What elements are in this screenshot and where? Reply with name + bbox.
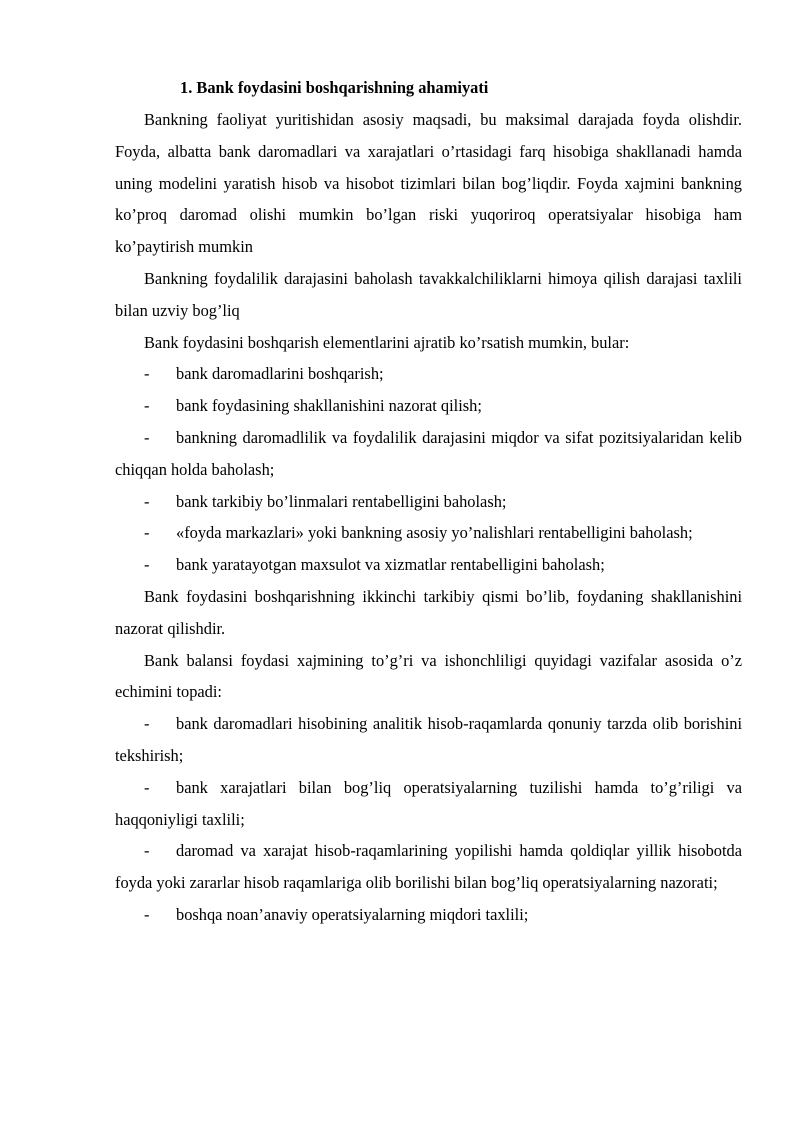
paragraph: Bankning faoliyat yuritishidan asosiy maqsadi, bu maksimal darajada foyda olishdir. Foyda, albatta bank daromadlari va xarajatlari o’rtasidagi farq hisobiga shakllanadi hamda uning modelini yaratish hisob va hisobot tizimlari bilan bog’liqdir. Foyda xajmini bankning ko’proq daromad olishi mumkin bo’lgan riski yuqoriroq operatsiyalar hisobiga ham ko’paytirish mumkin — [115, 110, 742, 257]
list-item-text: bank xarajatlari bilan bog’liq operatsiyalarning tuzilishi hamda to’g’riligi va haqqoniyligi taxlili; — [115, 777, 742, 829]
list-item — [115, 708, 742, 772]
list-dash: - — [144, 396, 150, 416]
list-dash: - — [144, 427, 150, 447]
list-item-text: bank daromadlarini boshqarish; — [176, 364, 384, 384]
list-dash: - — [144, 364, 150, 384]
list-item-text: «foyda markazlari» yoki bankning asosiy yo’nalishlari rentabelligini baholash; — [176, 523, 693, 543]
list-dash: - — [144, 714, 150, 734]
list-item — [115, 486, 742, 518]
list-item — [115, 517, 742, 549]
section-heading: 1. Bank foydasini boshqarishning ahamiyati — [180, 78, 489, 97]
list-item-text: daromad va xarajat hisob-raqamlarining yopilishi hamda qoldiqlar yillik hisobotda foyda yoki zararlar hisob raqamlariga olib borilishi bilan bog’liq operatsiyalarning nazorati; — [115, 841, 742, 893]
list-dash: - — [144, 904, 150, 924]
list-item — [115, 549, 742, 581]
list-item-text: bank tarkibiy bo’linmalari rentabelligini baholash; — [176, 491, 507, 511]
list-item-text: bank foydasining shakllanishini nazorat qilish; — [176, 396, 482, 416]
list-dash: - — [144, 491, 150, 511]
paragraph: Bank foydasini boshqarish elementlarini ajratib ko’rsatish mumkin, bular: — [144, 332, 630, 352]
list-dash: - — [144, 555, 150, 575]
list-dash: - — [144, 777, 150, 797]
paragraph: Bank balansi foydasi xajmining to’g’ri va ishonchliligi quyidagi vazifalar asosida o’z echimini topadi: — [115, 650, 742, 702]
list-item — [115, 358, 742, 390]
list-item — [115, 835, 742, 899]
list-dash: - — [144, 841, 150, 861]
list-item-text: bank daromadlari hisobining analitik hisob-raqamlarda qonuniy tarzda olib borishini tekshirish; — [115, 714, 742, 765]
list-item — [115, 422, 742, 486]
list-dash: - — [144, 523, 150, 543]
list-item-text: boshqa noan’anaviy operatsiyalarning miqdori taxlili; — [176, 904, 529, 924]
list-item-text: bank yaratayotgan maxsulot va xizmatlar rentabelligini baholash; — [176, 555, 605, 575]
list-item — [115, 390, 742, 422]
paragraph: Bank foydasini boshqarishning ikkinchi tarkibiy qismi bo’lib, foydaning shakllanishini nazorat qilishdir. — [115, 586, 742, 638]
list-item-text: bankning daromadlilik va foydalilik darajasini miqdor va sifat pozitsiyalaridan kelib chiqqan holda baholash; — [115, 427, 742, 479]
paragraph: Bankning foydalilik darajasini baholash tavakkalchiliklarni himoya qilish darajasi taxlili bilan uzviy bog’liq — [115, 268, 742, 320]
list-item — [115, 772, 742, 836]
document-body — [115, 72, 742, 931]
list-item — [115, 899, 742, 931]
